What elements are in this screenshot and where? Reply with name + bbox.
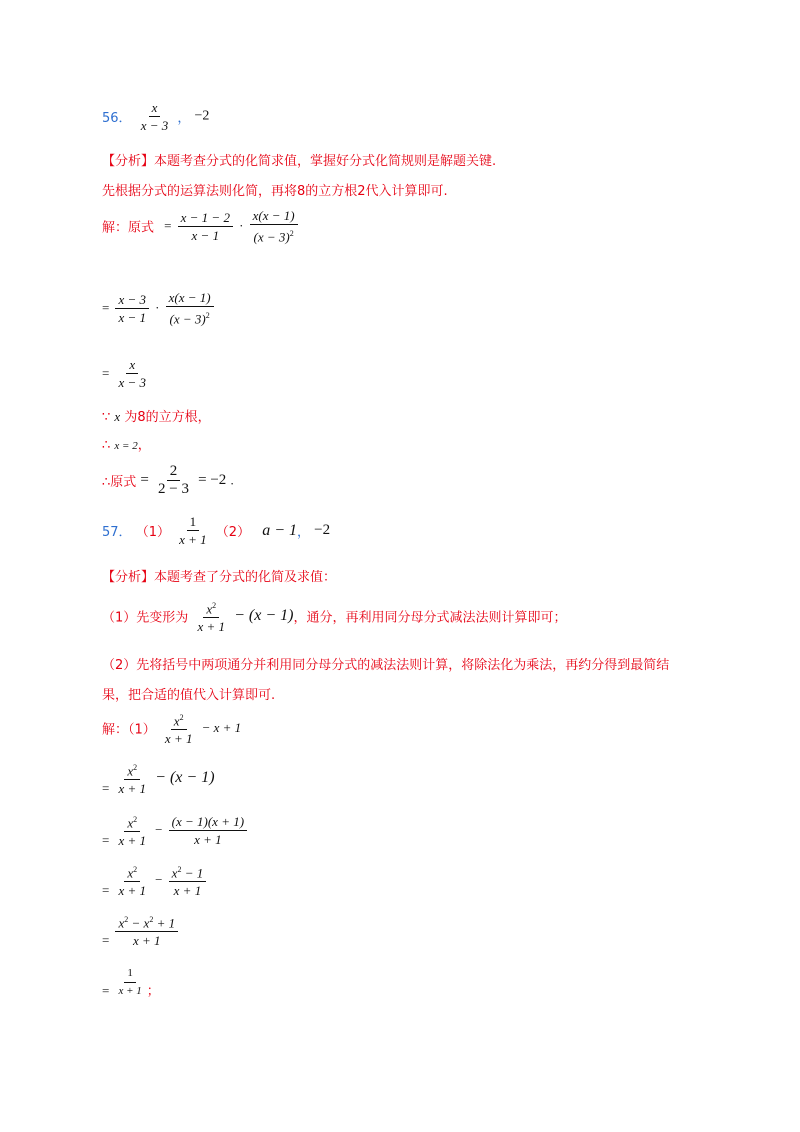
q56-analysis	[102, 150, 496, 169]
therefore-symbol: ∴	[102, 438, 111, 453]
solution-label: 解：原式	[102, 220, 155, 236]
because-symbol: ∵	[102, 410, 111, 425]
q56-because: ∵ x 为8的立方根，	[102, 409, 211, 425]
q57-line2: = $\frac{x^2}{x + 1}$ − $\frac{(x - 1)(x + 1)}{x + 1}$	[102, 812, 249, 848]
question-number: 56．	[102, 111, 132, 126]
q57-line1: = $\frac{x^2}{x + 1}$ − (x − 1)	[102, 760, 215, 796]
part2-answer: a − 1	[262, 521, 298, 539]
analysis-text: 本题考查了分式的化简及求值：	[154, 570, 337, 585]
answer-fraction: $\frac{x}{x - 3}$	[140, 100, 169, 133]
q57-line5: = $\frac{1}{x + 1}$ ；	[102, 967, 160, 999]
answer-value: −2	[194, 108, 210, 124]
q57-step2-line1: （2）先将括号中两项通分并利用同分母分式的减法法则计算，将除法化为乘法，再约分得到最简结	[102, 658, 670, 673]
q56-method: 先根据分式的运算法则化简，再将8的立方根2代入计算即可.	[102, 184, 448, 199]
q57-step1: （1）先变形为 $\frac{x^2}{x + 1}$ − (x − 1)，通分，再利用同分母分式减法法则计算即可；	[102, 598, 567, 634]
question-number: 57．	[102, 525, 132, 540]
q57-header: 57． （1） $\frac{1}{x + 1}$ （2） a − 1， −2	[102, 514, 331, 547]
q56-final: ∴原式 = $\frac{2}{2 - 3}$ = −2 .	[102, 463, 234, 497]
q56-header: 56． $\frac{x}{x - 3}$ ， −2	[102, 100, 210, 133]
analysis-text: 本题考查分式的化简求值，掌握好分式化简规则是解题关键.	[154, 154, 497, 169]
q57-line4: = $\frac{x^2 - x^2 + 1}{x + 1}$	[102, 912, 180, 948]
q56-solution-line3: = $\frac{x}{x - 3}$	[102, 357, 147, 390]
analysis-label: 【分析】	[102, 154, 155, 169]
q56-therefore: ∴ x = 2，	[102, 438, 151, 453]
q57-analysis	[102, 566, 336, 585]
q57-line3: = $\frac{x^2}{x + 1}$ − $\frac{x^2 - 1}{x + 1}$	[102, 862, 208, 898]
analysis-label: 【分析】	[102, 570, 155, 585]
q56-solution-line2: = $\frac{x - 3}{x - 1}$ · $\frac{x(x - 1)}{(x - 3)^2}$	[102, 290, 216, 326]
part1-answer: $\frac{1}{x + 1}$	[179, 514, 207, 547]
q56-solution-line1: 解：原式 = $\frac{x - 1 - 2}{x - 1}$ · $\frac{x(x - 1)}{(x - 3)^2}$	[102, 208, 300, 244]
q57-solution-start: 解：（1） $\frac{x^2}{x + 1}$ − x + 1	[102, 710, 241, 746]
q57-step2-line2: 果，把合适的值代入计算即可.	[102, 688, 276, 703]
